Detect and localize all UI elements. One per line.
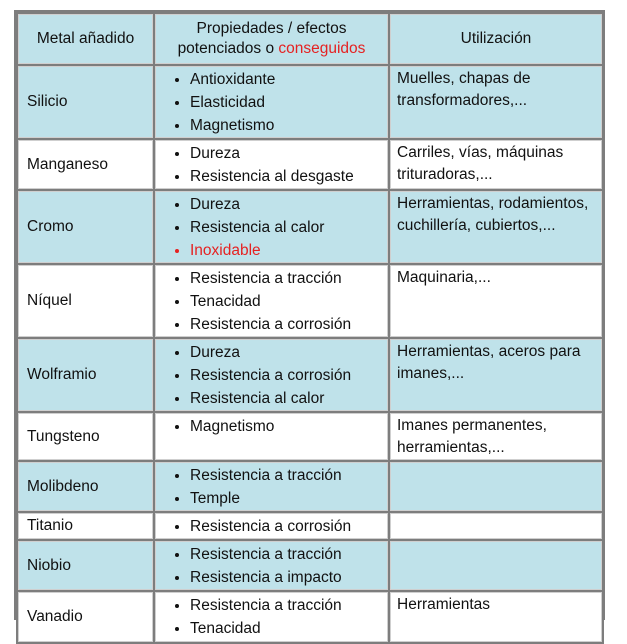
properties-cell bbox=[155, 413, 388, 460]
metal-name: Niobio bbox=[18, 541, 153, 590]
metal-name: Molibdeno bbox=[18, 462, 153, 511]
properties-cell bbox=[155, 541, 388, 590]
usage-cell bbox=[390, 541, 602, 590]
properties-cell bbox=[155, 140, 388, 189]
property-item: • Temple bbox=[190, 487, 381, 510]
property-item: • Resistencia a corrosión bbox=[190, 515, 381, 538]
property-item: • Resistencia a corrosión bbox=[190, 364, 381, 387]
table-row bbox=[18, 592, 602, 642]
header-properties-line1: Propiedades / efectos bbox=[196, 20, 347, 37]
property-item: • Resistencia a tracción bbox=[190, 464, 381, 487]
property-item: • Resistencia al calor bbox=[190, 216, 381, 239]
properties-list bbox=[166, 594, 381, 640]
property-item: • Dureza bbox=[190, 341, 381, 364]
properties-list bbox=[166, 464, 381, 510]
usage-cell bbox=[390, 513, 602, 539]
metal-name: Titanio bbox=[18, 513, 153, 539]
property-item: • Magnetismo bbox=[190, 114, 381, 137]
property-item: • Dureza bbox=[190, 193, 381, 216]
metals-table bbox=[16, 12, 604, 644]
usage-cell: Maquinaria,... bbox=[390, 265, 602, 337]
table-row bbox=[18, 339, 602, 411]
property-item: • Elasticidad bbox=[190, 91, 381, 114]
properties-cell bbox=[155, 265, 388, 337]
header-usage: Utilización bbox=[390, 14, 602, 64]
properties-list bbox=[166, 68, 381, 137]
table-row bbox=[18, 66, 602, 138]
metal-name: Vanadio bbox=[18, 592, 153, 642]
header-metal: Metal añadido bbox=[18, 14, 153, 64]
property-item: • Resistencia a tracción bbox=[190, 594, 381, 617]
metal-name: Wolframio bbox=[18, 339, 153, 411]
metal-name: Silicio bbox=[18, 66, 153, 138]
table-row bbox=[18, 541, 602, 590]
metal-name: Tungsteno bbox=[18, 413, 153, 460]
metal-name: Manganeso bbox=[18, 140, 153, 189]
properties-cell bbox=[155, 462, 388, 511]
property-item: • Tenacidad bbox=[190, 290, 381, 313]
properties-list bbox=[166, 193, 381, 262]
table-row bbox=[18, 413, 602, 460]
usage-cell: Imanes permanentes, herramientas,... bbox=[390, 413, 602, 460]
properties-list bbox=[166, 142, 381, 188]
properties-list bbox=[166, 543, 381, 589]
table-body bbox=[18, 66, 602, 642]
properties-list bbox=[166, 267, 381, 336]
table-row bbox=[18, 265, 602, 337]
header-properties-accent: conseguidos bbox=[278, 40, 366, 57]
property-item: • Magnetismo bbox=[190, 415, 381, 438]
property-item: • Resistencia a impacto bbox=[190, 566, 381, 589]
usage-cell: Carriles, vías, máquinas trituradoras,... bbox=[390, 140, 602, 189]
property-item: • Tenacidad bbox=[190, 617, 381, 640]
usage-cell: Herramientas bbox=[390, 592, 602, 642]
table-row bbox=[18, 191, 602, 263]
property-item: • Antioxidante bbox=[190, 68, 381, 91]
property-item: • Resistencia a corrosión bbox=[190, 313, 381, 336]
property-item: • Dureza bbox=[190, 142, 381, 165]
table-row bbox=[18, 513, 602, 539]
properties-cell bbox=[155, 339, 388, 411]
properties-cell bbox=[155, 513, 388, 539]
table-row bbox=[18, 140, 602, 189]
header-properties bbox=[155, 14, 388, 64]
properties-list bbox=[166, 415, 381, 438]
property-item: • Resistencia al calor bbox=[190, 387, 381, 410]
properties-cell bbox=[155, 66, 388, 138]
properties-cell bbox=[155, 191, 388, 263]
metals-table-container bbox=[14, 10, 605, 637]
usage-cell: Herramientas, aceros para imanes,... bbox=[390, 339, 602, 411]
property-item: • Resistencia al desgaste bbox=[190, 165, 381, 188]
property-item: • Resistencia a tracción bbox=[190, 267, 381, 290]
properties-list bbox=[166, 515, 381, 538]
property-item: • Resistencia a tracción bbox=[190, 543, 381, 566]
metal-name: Cromo bbox=[18, 191, 153, 263]
header-properties-prefix: potenciados o bbox=[177, 40, 279, 57]
usage-cell: Muelles, chapas de transformadores,... bbox=[390, 66, 602, 138]
metal-name: Níquel bbox=[18, 265, 153, 337]
property-item: • Inoxidable bbox=[190, 239, 381, 262]
table-row bbox=[18, 462, 602, 511]
usage-cell bbox=[390, 462, 602, 511]
properties-cell bbox=[155, 592, 388, 642]
usage-cell: Herramientas, rodamientos, cuchillería, cubiertos,... bbox=[390, 191, 602, 263]
properties-list bbox=[166, 341, 381, 410]
table-header-row bbox=[18, 14, 602, 64]
header-properties-line2 bbox=[162, 39, 381, 59]
